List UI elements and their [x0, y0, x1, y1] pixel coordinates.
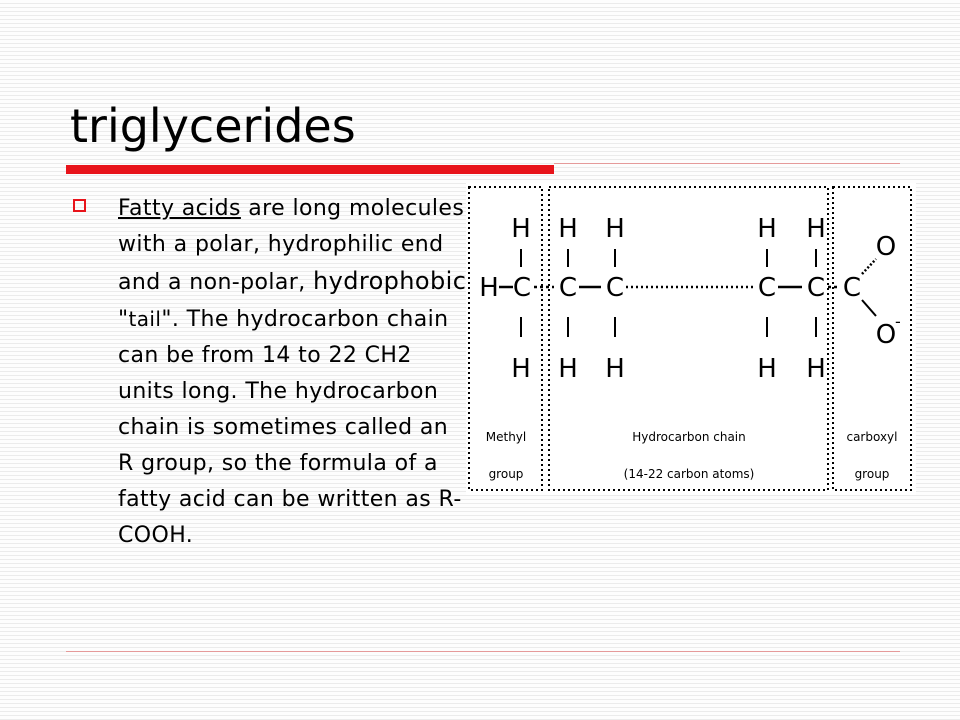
bullet-square-icon [73, 199, 86, 212]
atom-label: C [512, 273, 532, 303]
atom-label: H [558, 354, 578, 384]
methyl-caption-line2: group [488, 467, 524, 481]
atom-label: H [558, 214, 578, 244]
atom-label: H [511, 354, 531, 384]
quote-open: " [118, 307, 129, 332]
fatty-acid-diagram [466, 183, 916, 495]
double-bond-to-oxygen [862, 259, 876, 274]
atom-label: C [558, 273, 578, 303]
slide-title: triglycerides [70, 99, 356, 153]
carboxyl-caption-line1: carboxyl [846, 430, 898, 444]
atom-label: O [875, 320, 897, 350]
title-accent-bar [66, 165, 554, 174]
fatty-acids-link[interactable]: Fatty acids [118, 196, 241, 221]
methyl-caption-line1: Methyl [485, 430, 527, 444]
atom-label: H [757, 214, 777, 244]
carboxyl-caption-line2: group [854, 467, 890, 481]
bullet-text [118, 191, 468, 554]
footer-divider-line [66, 651, 900, 652]
atom-label: C [757, 273, 777, 303]
atom-label: H [806, 354, 826, 384]
hydrophobic-word: hydrophobic [313, 267, 467, 295]
atom-label: H [757, 354, 777, 384]
methyl-group-box [469, 187, 542, 490]
atom-label: C [605, 273, 625, 303]
atom-label: O [875, 232, 897, 262]
atom-label: H [511, 214, 531, 244]
carboxyl-group-box [833, 187, 911, 490]
negative-charge: - [895, 312, 901, 331]
bullet-text-part-1: are long molecules with a polar, hydrophilic end and a non-polar, [118, 196, 465, 295]
title-divider-line [554, 163, 900, 164]
chain-caption-line2: (14-22 carbon atoms) [623, 467, 755, 481]
tail-word: tail [128, 307, 162, 331]
chain-caption-line1: Hydrocarbon chain [632, 430, 746, 444]
atom-label: C [806, 273, 826, 303]
atom-label: H [605, 214, 625, 244]
hydrocarbon-chain-box [549, 187, 828, 490]
fatty-acid-structure-figure [466, 183, 916, 495]
atom-label: C [842, 273, 862, 303]
bullet-text-part-2: ". The hydrocarbon chain can be from 14 to 22 CH2 units long. The hydrocarbon chain is sometimes called an R group, so the formula of a fatty acid can be written as R-COOH. [118, 307, 462, 548]
atom-label: H [479, 273, 499, 303]
atom-label: H [806, 214, 826, 244]
single-bond-to-oxygen [862, 300, 876, 316]
atom-label: H [605, 354, 625, 384]
